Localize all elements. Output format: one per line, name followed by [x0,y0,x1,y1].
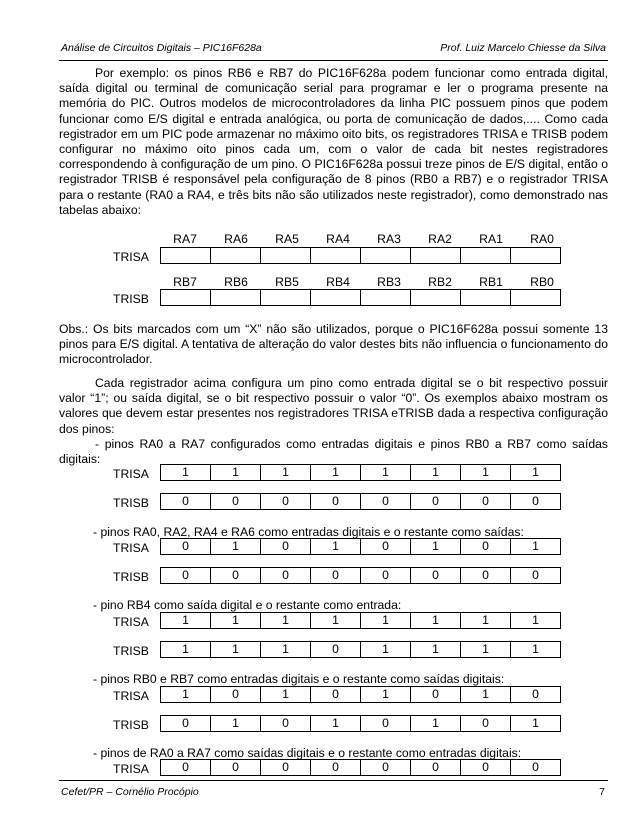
bit-cell: 1 [461,642,511,658]
bit-cell: 1 [161,687,211,703]
bit-cell: 0 [161,716,211,732]
bit-cell: 1 [211,539,261,555]
trisb-empty-row [160,289,561,306]
example-2-trisa-label: TRISA [113,541,149,555]
bit-cell [411,248,461,264]
bit-cell: 0 [311,642,361,658]
bit-cell: 0 [311,760,361,776]
example-4-trisa-label: TRISA [113,689,149,703]
bit-cell: 0 [511,494,561,510]
bit-cell: 1 [411,642,461,658]
bit-cell: 0 [461,716,511,732]
bit-cell: 1 [511,465,561,481]
bit-cell: 0 [261,539,311,555]
trisb-header-cell: RB1 [479,275,503,289]
bit-cell: 0 [161,494,211,510]
bit-cell: 0 [461,760,511,776]
example-3-trisa-row [160,612,561,629]
bit-cell: 1 [311,465,361,481]
bit-cell: 0 [211,568,261,584]
bit-cell: 1 [411,613,461,629]
bit-cell: 1 [411,465,461,481]
bit-cell: 0 [461,494,511,510]
obs-paragraph: Obs.: Os bits marcados com um “X” não são utilizados, porque o PIC16F628a possui somente 13 pinos para E/S digital. A tentativa de alteração do valor destes bits não influencia o funcionamento do microcontrolador. [59,322,608,367]
bit-cell: 1 [361,687,411,703]
bit-cell: 1 [511,642,561,658]
trisa-header-cell: RA4 [326,232,350,246]
example-2-trisb-label: TRISB [113,570,149,584]
bit-cell [261,248,311,264]
bit-cell: 0 [411,760,461,776]
example-3-trisa-label: TRISA [113,615,149,629]
intro-paragraph: Por exemplo: os pinos RB6 e RB7 do PIC16F628a podem funcionar como entrada digital, saída digital ou terminal de comunicação serial para programar e ler o programa presente na memória do PIC. Outros modelos de microcontroladores da linha PIC possuem pinos que podem funcionar como E/S digital e entrada analógica, ou porta de comunicação de dados,.... Como cada registrador em um PIC pode armazenar no máximo oito bits, os registradores TRISA e TRISB podem configurar no máximo oito pinos cada um, com o valor de cada bit nestes registradores correspondendo à configuração de um pino. O PIC16F628a possui treze pinos de E/S digital, então o registrador TRISB é responsável pela configuração de 8 pinos (RB0 a RB7) e o registrador TRISA para o restante (RA0 a RA4, e três bits não são utilizados neste registrador), como demonstrado nas tabelas abaixo: [59,66,608,217]
bit-cell: 0 [261,494,311,510]
bit-cell: 1 [311,716,361,732]
bit-cell: 1 [211,613,261,629]
bit-cell: 1 [311,539,361,555]
example-4-trisa-row [160,686,561,703]
example-4-trisb-label: TRISB [113,718,149,732]
trisb-header-cell: RB4 [326,275,350,289]
bit-cell [361,248,411,264]
trisa-empty-row [160,247,561,264]
bit-cell: 1 [511,716,561,732]
trisb-header-cell: RB2 [428,275,452,289]
bit-cell [361,290,411,306]
footer-institution: Cefet/PR – Cornélio Procópio [61,786,199,798]
header-course-title: Análise de Circuitos Digitais – PIC16F628a [61,42,262,54]
bit-cell: 0 [311,687,361,703]
bit-cell: 1 [461,465,511,481]
bit-cell: 1 [161,465,211,481]
trisb-header-cell: RB3 [377,275,401,289]
trisa-header-cell: RA6 [224,232,248,246]
bit-cell: 1 [511,613,561,629]
example-1-trisa-row [160,464,561,481]
bit-cell [261,290,311,306]
example-1-caption: - pinos RA0 a RA7 configurados como entradas digitais e pinos RB0 a RB7 como saídas digitais: [59,437,608,467]
bit-cell: 0 [161,568,211,584]
bit-cell: 0 [261,760,311,776]
bit-cell: 1 [361,642,411,658]
example-2-trisb-row [160,567,561,584]
bit-cell [161,248,211,264]
bit-cell: 1 [261,613,311,629]
example-3-trisb-row [160,641,561,658]
example-1-trisa-label: TRISA [113,467,149,481]
bit-cell: 0 [411,494,461,510]
example-1-trisb-label: TRISB [113,496,149,510]
bit-cell [511,248,561,264]
bit-cell: 0 [211,760,261,776]
bit-cell: 1 [211,716,261,732]
header-author: Prof. Luiz Marcelo Chiesse da Silva [440,42,606,54]
page-number: 7 [599,786,605,798]
bit-cell [311,290,361,306]
bit-cell: 1 [261,465,311,481]
bit-cell: 0 [361,760,411,776]
trisb-header-cell: RB7 [173,275,197,289]
bit-cell: 0 [361,716,411,732]
example-5-trisa-row [160,759,561,776]
bit-cell [161,290,211,306]
example-4-caption: - pinos RB0 e RB7 como entradas digitais e o restante como saídas digitais: [93,672,505,686]
bit-cell: 0 [261,716,311,732]
explain-paragraph: Cada registrador acima configura um pino como entrada digital se o bit respectivo possuir valor “1”; ou saída digital, se o bit respectivo possuir o valor “0”. Os exemplos abaixo mostram os valores que devem estar presentes nos registradores TRISA eTRISB dada a respectiva configuração dos pinos: [59,376,608,436]
bit-cell [211,290,261,306]
bit-cell [461,248,511,264]
bit-cell: 0 [361,494,411,510]
bit-cell: 0 [461,539,511,555]
example-2-caption: - pinos RA0, RA2, RA4 e RA6 como entradas digitais e o restante como saídas: [93,525,524,539]
bit-cell: 0 [311,494,361,510]
bit-cell: 1 [211,465,261,481]
trisb-header-cell: RB0 [530,275,554,289]
trisb-header-cell: RB6 [224,275,248,289]
bit-cell: 0 [411,687,461,703]
trisa-header-cell: RA5 [275,232,299,246]
example-3-trisb-label: TRISB [113,644,149,658]
bit-cell: 1 [461,687,511,703]
bit-cell: 0 [161,539,211,555]
trisb-header-cell: RB5 [275,275,299,289]
bit-cell: 0 [161,760,211,776]
bit-cell: 0 [411,568,461,584]
bit-cell [511,290,561,306]
bit-cell [411,290,461,306]
bit-cell: 1 [211,642,261,658]
example-5-caption: - pinos de RA0 a RA7 como saídas digitais e o restante como entradas digitais: [93,746,522,760]
bit-cell: 1 [311,613,361,629]
bit-cell: 0 [361,568,411,584]
bit-cell: 1 [161,613,211,629]
bit-cell: 0 [261,568,311,584]
trisa-header-cell: RA3 [377,232,401,246]
example-4-trisb-row [160,715,561,732]
bit-cell: 1 [411,539,461,555]
trisa-header-cell: RA1 [479,232,503,246]
example-1-trisb-row [160,493,561,510]
bit-cell: 1 [361,613,411,629]
bit-cell: 1 [261,687,311,703]
example-2-trisa-row [160,538,561,555]
bit-cell: 0 [511,568,561,584]
example-3-caption: - pino RB4 como saída digital e o restante como entrada: [93,598,402,612]
bit-cell: 1 [161,642,211,658]
bit-cell [461,290,511,306]
page-header [59,38,608,61]
bit-cell: 1 [361,465,411,481]
bit-cell: 1 [411,716,461,732]
bit-cell: 0 [361,539,411,555]
bit-cell: 1 [461,613,511,629]
bit-cell: 1 [261,642,311,658]
bit-cell: 0 [211,687,261,703]
bit-cell [211,248,261,264]
bit-cell [311,248,361,264]
trisa-header-cell: RA2 [428,232,452,246]
bit-cell: 0 [511,687,561,703]
trisa-label: TRISA [113,250,149,264]
bit-cell: 0 [211,494,261,510]
page-footer [59,780,608,799]
example-5-trisa-label: TRISA [113,762,149,776]
bit-cell: 0 [461,568,511,584]
bit-cell: 0 [311,568,361,584]
trisb-label: TRISB [113,292,149,306]
bit-cell: 1 [511,539,561,555]
trisa-header-cell: RA7 [173,232,197,246]
bit-cell: 0 [511,760,561,776]
trisa-header-cell: RA0 [530,232,554,246]
